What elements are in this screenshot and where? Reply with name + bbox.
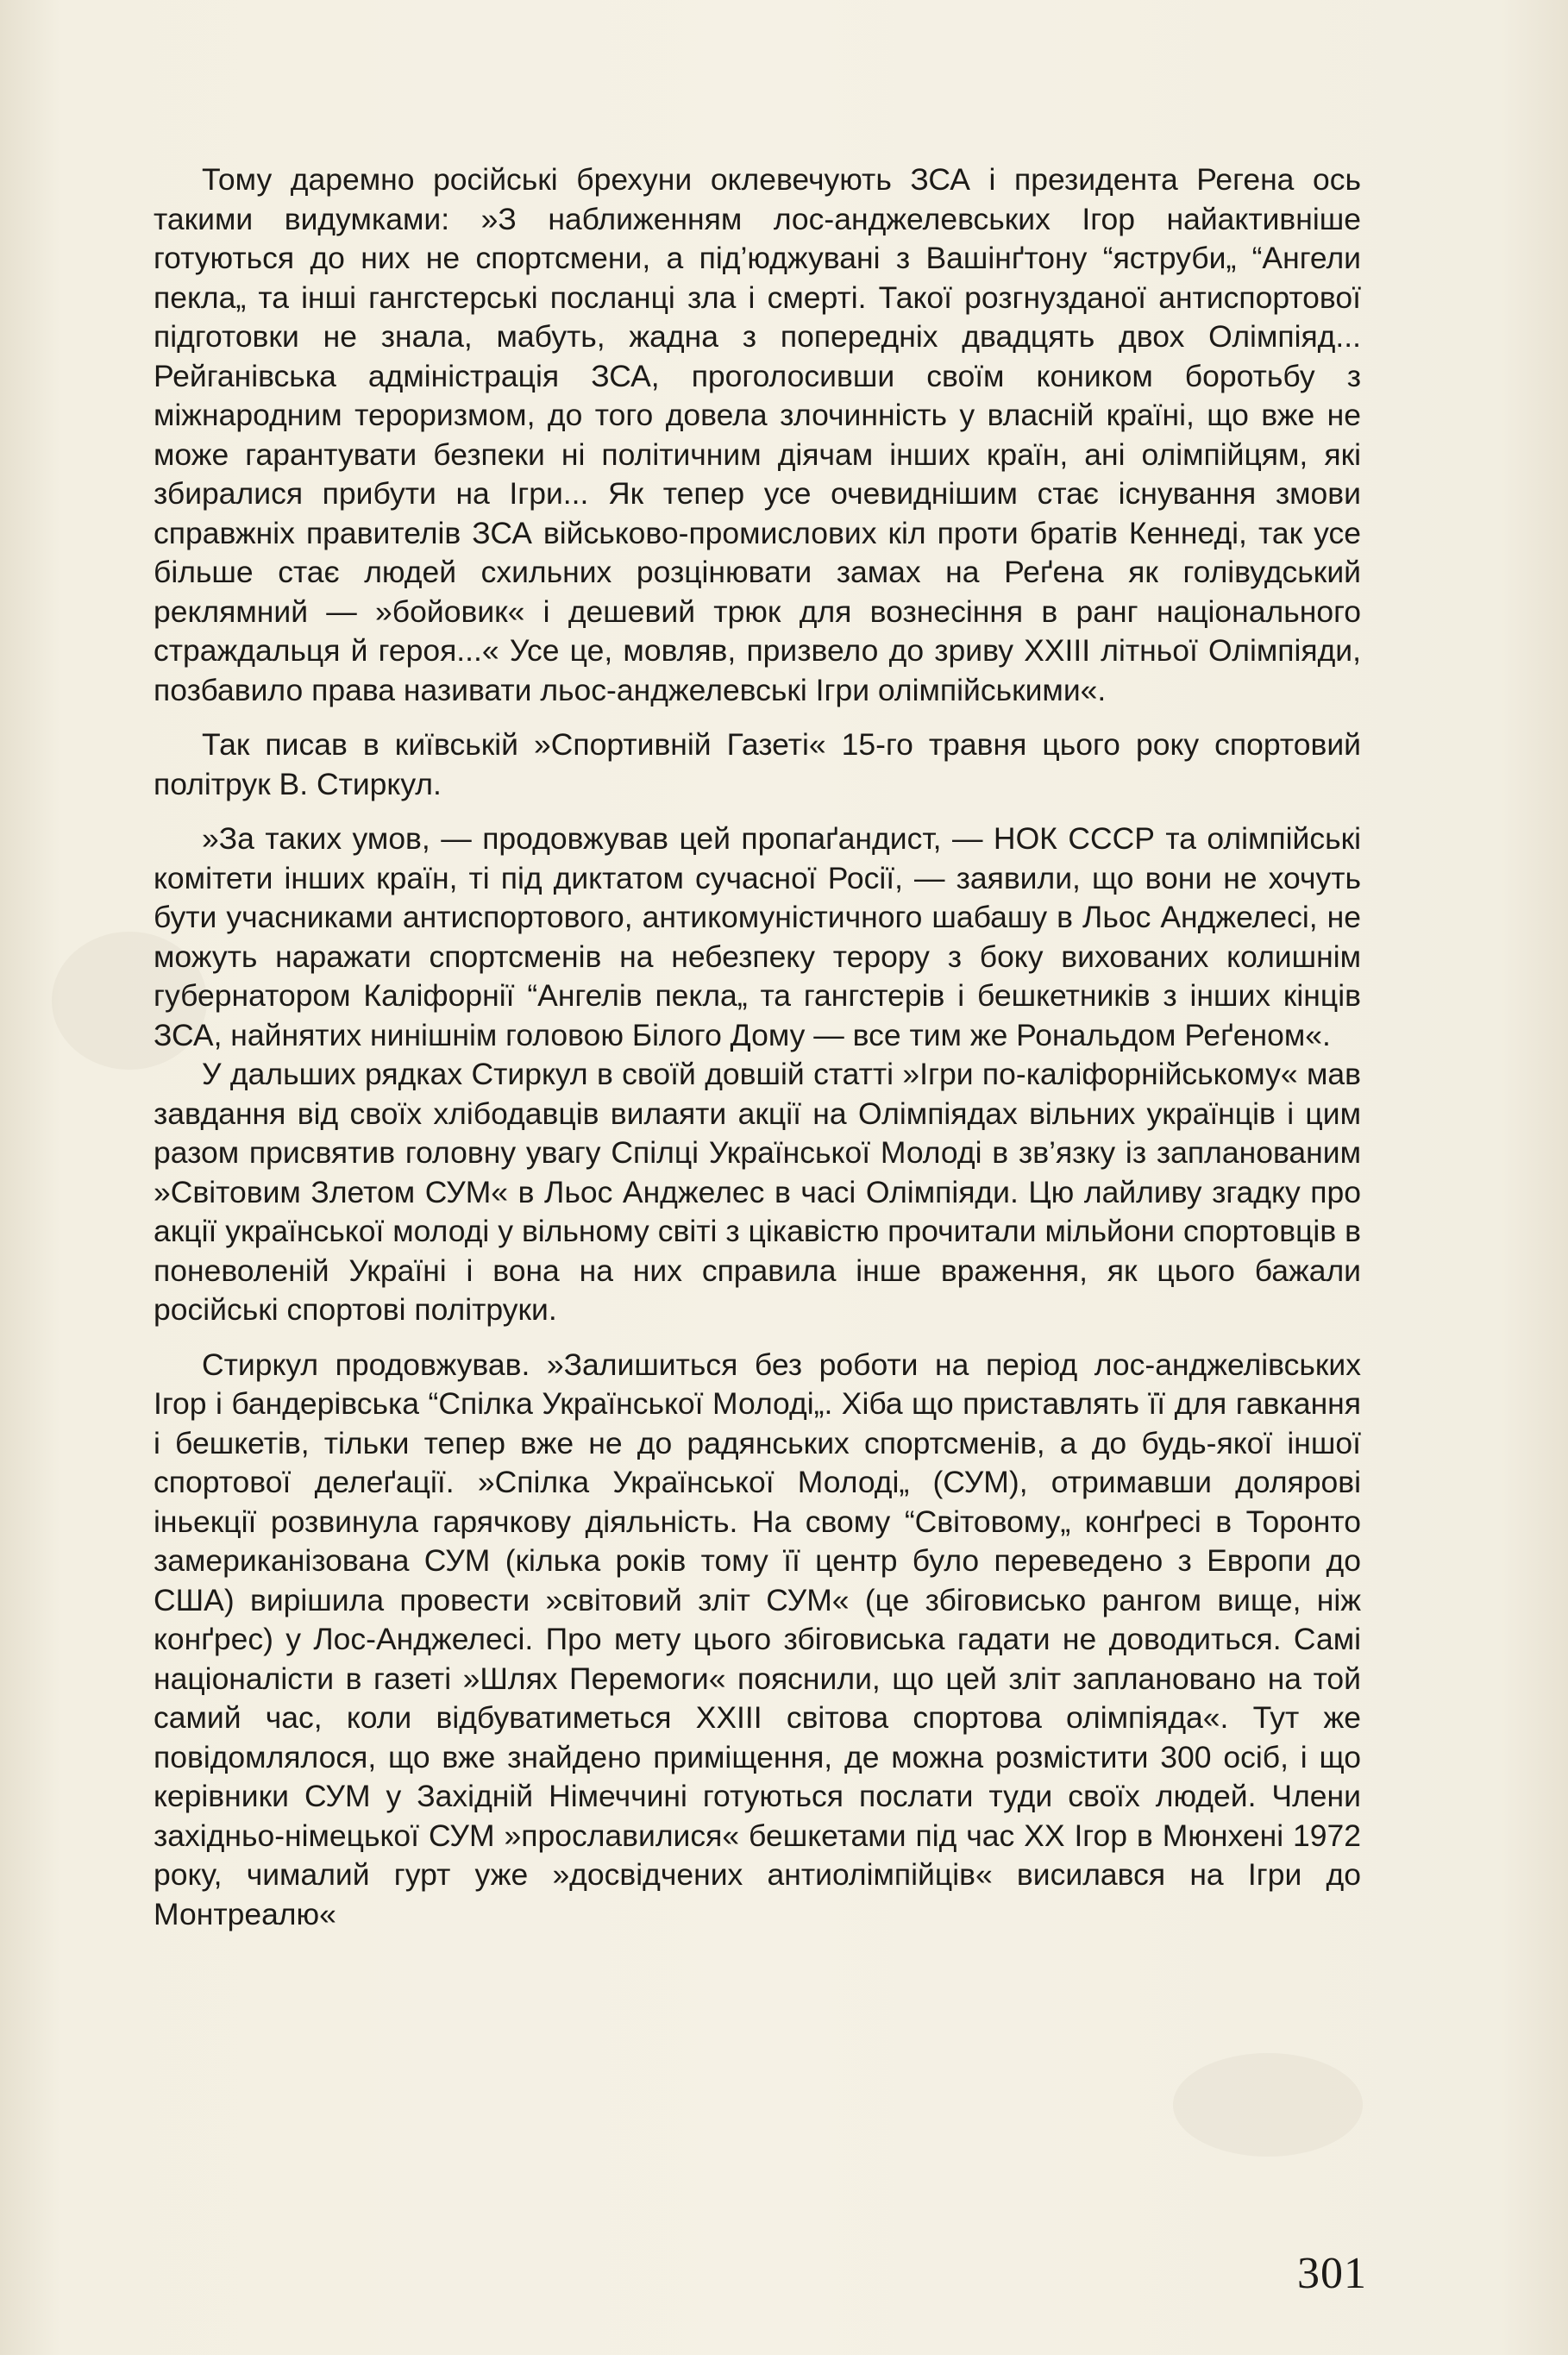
paragraph-5: Стиркул продовжував. »Залишиться без роботи на період лос-анджелівських Ігор і бандерівська “Спілка Української Молоді„. Хіба що приставлять її для гавкання і бешкетів, тільки тепер вже не до радянських спортсменів, а до будь-якої іншої спортової делеґації. »Спілка Української Молоді„ (СУМ), отримавши долярові іньекції розвинула гарячкову діяльність. На свому “Світовому„ конґресі в Торонто замериканізована СУМ (кілька років тому її центр було переведено з Европи до США) вирішила провести »світовий зліт СУМ« (це збіговисько рангом вище, ніж конґрес) у Лос-Анджелесі. Про мету цього збіговиська гадати не доводиться. Самі націоналісти в газеті »Шлях Перемоги« пояснили, що цей зліт заплановано на той самий час, коли відбуватиметься XXIII світова спортова олімпіяда«. Тут же повідомлялося, що вже знайдено приміщення, де можна розмістити 300 осіб, і що керівники СУМ у Західній Німеччині готуються послати туди своїх людей. Члени західньо-німецької СУМ »прославилися« бешкетами під час XX Ігор в Мюнхені 1972 року, чималий гурт уже »досвідчених антиолімпійців« висилався на Ігри до Монтреалю« — [154, 1347, 1361, 1931]
paragraph-2: Так писав в київській »Спортивній Газеті« 15-го травня цього року спортовий політрук В. Стиркул. — [154, 727, 1361, 801]
page-number: 301 — [1297, 2249, 1367, 2298]
body-text — [154, 160, 1361, 1934]
paper-stain — [1173, 2053, 1363, 2157]
paragraph-1: Тому даремно російські брехуни оклевечують ЗСА і президента Регена ось такими видумками: »З наближенням лос-анджелевських Ігор найактивніше готуються до них не спортсмени, а під’юджувані з Вашінґтону “яструби„ “Ангели пекла„ та інші гангстерські посланці зла і смерті. Такої розгнузданої антиспортової підготовки не знала, мабуть, жадна з попередніх двадцять двох Олімпіяд... Рейганівська адміністрація ЗСА, проголосивши своїм коником боротьбу з міжнародним тероризмом, до того довела злочинність у власній країні, що вже не може гарантувати безпеки ні політичним діячам інших країн, ані олімпійцям, які збиралися прибути на Ігри... Як тепер усе очевиднішим стає існування змови справжніх правителів ЗСА військово-промислових кіл проти братів Кеннеді, так усе більше стає людей схильних розцінювати замах на Реґена як голівудський реклямний — »бойовик« і дешевий трюк для вознесіння в ранг національного страждальця й героя...« Усе це, мовляв, призвело до зриву XXIII літньої Олімпіяди, позбавило права називати льос-анджелевські Ігри олімпійськими«. — [154, 162, 1361, 707]
paragraph-4: У дальших рядках Стиркул в своїй довшій статті »Ігри по-каліфорнійському« мав завдання від своїх хлібодавців вилаяти акції на Олімпіядах вільних українців і цим разом присвятив головну увагу Спілці Української Молоді в зв’язку із запланованим »Світовим Злетом СУМ« в Льос Анджелес в часі Олімпіяди. Цю лайливу згадку про акції української молоді у вільному світі з цікавістю прочитали мільйони спортовців в поневоленій Україні і вона на них справила інше враження, як цього бажали російські спортові політруки. — [154, 1057, 1361, 1327]
paragraph-3: »За таких умов, — продовжував цей пропаґандист, — НОК СССР та олімпійські комітети інших країн, ті під диктатом сучасної Росії, — заявили, що вони не хочуть бути учасниками антиспортового, антикомуністичного шабашу в Льос Анджелесі, не можуть наражати спортсменів на небезпеку терору з боку вихованих колишнім губернатором Каліфорнії “Ангелів пекла„ та гангстерів і бешкетників з інших кінців ЗСА, найнятих нинішнім головою Білого Дому — все тим же Рональдом Реґеном«. — [154, 821, 1361, 1052]
